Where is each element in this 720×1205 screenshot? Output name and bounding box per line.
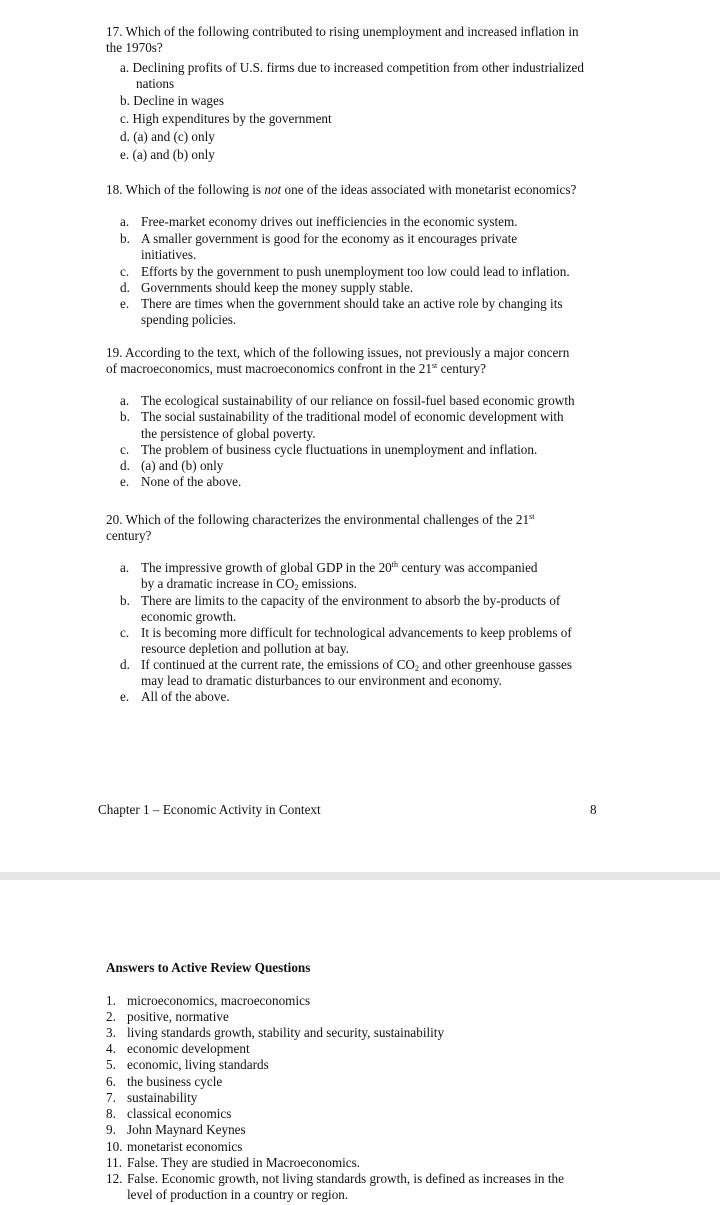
q18-option-a-label: a.	[120, 214, 130, 229]
q18-option-a-text: Free-market economy drives out inefficiencies in the economic system.	[141, 214, 518, 229]
q19-option-c-label: c.	[120, 442, 130, 457]
q20-option-d-label: d.	[120, 657, 130, 672]
answer-text: monetarist economics	[127, 1139, 243, 1154]
q18-stem-pre: 18. Which of the following is	[106, 182, 265, 197]
q17-stem-line1: 17. Which of the following contributed to rising unemployment and increased inflation in	[106, 24, 579, 39]
answer-number: 12.	[106, 1171, 123, 1186]
q20-option-c-text-line1: It is becoming more difficult for technological advancements to keep problems of	[141, 625, 572, 640]
q20-option-d-text-line2: may lead to dramatic disturbances to our environment and economy.	[141, 673, 502, 688]
answer-text: False. Economic growth, not living standards growth, is defined as increases in the	[127, 1171, 564, 1186]
q18-stem-emphasis: not	[264, 182, 282, 197]
q19-option-d-label: d.	[120, 458, 130, 473]
q18-option-e-text-line2: spending policies.	[141, 312, 237, 327]
q20-a-sup: th	[391, 560, 399, 569]
answer-number: 1.	[106, 993, 116, 1008]
footer-chapter-title: Chapter 1 – Economic Activity in Context	[98, 802, 321, 817]
q20-a-line2-pre: by a dramatic increase in CO	[141, 576, 295, 591]
answer-text: microeconomics, macroeconomics	[127, 993, 311, 1008]
q20-d-line1-post: and other greenhouse gasses	[418, 657, 573, 672]
q19-option-d-text: (a) and (b) only	[141, 458, 224, 473]
q18-option-d-text: Governments should keep the money supply stable.	[141, 280, 414, 295]
answer-text: sustainability	[127, 1090, 198, 1105]
answer-number: 6.	[106, 1074, 116, 1089]
answer-number: 9.	[106, 1122, 116, 1137]
q20-a-line2-post: emissions.	[298, 576, 358, 591]
q17-option-c: c. High expenditures by the government	[120, 111, 332, 126]
answer-text: the business cycle	[127, 1074, 223, 1089]
answer-number: 11.	[106, 1155, 122, 1170]
answer-number: 10.	[106, 1139, 123, 1154]
q17-stem-line2: the 1970s?	[106, 40, 163, 55]
q20-option-d-text-line1	[141, 657, 572, 673]
q18-stem-post: one of the ideas associated with monetarist economics?	[281, 182, 577, 197]
q19-option-b-text-line2: the persistence of global poverty.	[141, 426, 316, 441]
q18-option-e-label: e.	[120, 296, 130, 311]
answer-number: 4.	[106, 1041, 116, 1056]
q20-stem-sup: st	[529, 512, 535, 521]
q20-option-a-text-line2	[141, 576, 357, 592]
q18-option-c-label: c.	[120, 264, 130, 279]
page-separator	[0, 872, 720, 880]
q19-stem-line1: 19. According to the text, which of the following issues, not previously a major concern	[106, 345, 570, 360]
q19-option-b-label: b.	[120, 409, 130, 424]
q19-stem-line2-pre: of macroeconomics, must macroeconomics confront in the 21	[106, 361, 432, 376]
q18-option-b-label: b.	[120, 231, 130, 246]
answer-number: 7.	[106, 1090, 116, 1105]
q20-option-c-text-line2: resource depletion and pollution at bay.	[141, 641, 349, 656]
answer-number: 2.	[106, 1009, 116, 1024]
q20-option-b-text-line2: economic growth.	[141, 609, 237, 624]
q17-option-a-line2: nations	[136, 76, 175, 91]
q20-a-sub: 2	[294, 583, 299, 592]
q20-option-b-label: b.	[120, 593, 130, 608]
q20-option-e-text: All of the above.	[141, 689, 230, 704]
answers-heading: Answers to Active Review Questions	[106, 960, 311, 975]
q19-option-b-text-line1: The social sustainability of the traditional model of economic development with	[141, 409, 564, 424]
q19-option-a-text: The ecological sustainability of our reliance on fossil-fuel based economic growth	[141, 393, 575, 408]
q18-option-e-text-line1: There are times when the government should take an active role by changing its	[141, 296, 563, 311]
answer-number: 5.	[106, 1057, 116, 1072]
q20-stem-line2: century?	[106, 528, 152, 543]
q19-option-a-label: a.	[120, 393, 130, 408]
q19-option-e-text: None of the above.	[141, 474, 242, 489]
q20-a-line1-post: century was accompanied	[398, 560, 538, 575]
answer-text: economic development	[127, 1041, 250, 1056]
q18-option-d-label: d.	[120, 280, 130, 295]
q20-d-sub: 2	[414, 664, 419, 673]
q19-option-e-label: e.	[120, 474, 130, 489]
q19-stem-line2-post: century?	[437, 361, 486, 376]
q20-option-c-label: c.	[120, 625, 130, 640]
q17-option-e: e. (a) and (b) only	[120, 147, 215, 162]
q18-option-b-text-line2: initiatives.	[141, 247, 197, 262]
q19-stem-sup: st	[431, 361, 438, 370]
q20-a-line1-pre: The impressive growth of global GDP in the 20	[141, 560, 392, 575]
q20-d-line1-pre: If continued at the current rate, the emissions of CO	[141, 657, 415, 672]
q17-option-a-line1: a. Declining profits of U.S. firms due to increased competition from other industrialized	[120, 60, 585, 75]
q19-stem-line2	[106, 361, 486, 377]
q18-option-c-text: Efforts by the government to push unemployment too low could lead to inflation.	[141, 264, 570, 279]
q17-option-d: d. (a) and (c) only	[120, 129, 215, 144]
document-page-9	[0, 880, 720, 1205]
answer-text: positive, normative	[127, 1009, 229, 1024]
q18-stem	[106, 182, 576, 198]
q20-stem-line1-pre: 20. Which of the following characterizes the environmental challenges of the 21	[106, 512, 530, 527]
answer-text-continued: level of production in a country or region.	[127, 1187, 349, 1202]
footer-page-number: 8	[590, 802, 597, 817]
q20-option-e-label: e.	[120, 689, 130, 704]
q20-option-b-text-line1: There are limits to the capacity of the environment to absorb the by-products of	[141, 593, 561, 608]
answer-text: classical economics	[127, 1106, 232, 1121]
q20-stem-line1	[106, 512, 534, 528]
answer-text: False. They are studied in Macroeconomics.	[127, 1155, 361, 1170]
q18-option-b-text-line1: A smaller government is good for the economy as it encourages private	[141, 231, 518, 246]
q17-option-b: b. Decline in wages	[120, 93, 224, 108]
answer-number: 3.	[106, 1025, 116, 1040]
answer-number: 8.	[106, 1106, 116, 1121]
q20-option-a-label: a.	[120, 560, 130, 575]
q20-option-a-text-line1	[141, 560, 538, 576]
q19-option-c-text: The problem of business cycle fluctuations in unemployment and inflation.	[141, 442, 538, 457]
answer-text: living standards growth, stability and security, sustainability	[127, 1025, 445, 1040]
answer-text: John Maynard Keynes	[127, 1122, 246, 1137]
answer-text: economic, living standards	[127, 1057, 269, 1072]
